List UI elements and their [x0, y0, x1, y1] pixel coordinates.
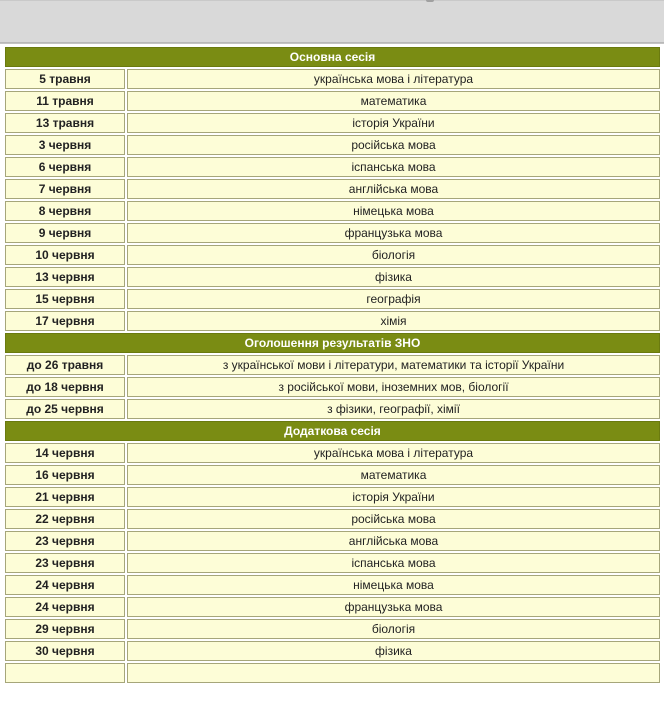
- exam-subject: французька мова: [127, 223, 660, 243]
- exam-subject: хімія: [127, 311, 660, 331]
- table-row: [5, 509, 660, 529]
- exam-date: 16 червня: [5, 465, 125, 485]
- table-row: [5, 553, 660, 573]
- exam-subject: російська мова: [127, 135, 660, 155]
- exam-date: 13 травня: [5, 113, 125, 133]
- exam-date: 9 червня: [5, 223, 125, 243]
- scroll-indicator: [426, 0, 434, 2]
- exam-subject: англійська мова: [127, 179, 660, 199]
- table-row: [5, 531, 660, 551]
- table-row: [5, 663, 660, 683]
- exam-subject: фізика: [127, 641, 660, 661]
- exam-date: 30 червня: [5, 641, 125, 661]
- results-date: до 26 травня: [5, 355, 125, 375]
- section-header-row: [5, 333, 660, 353]
- table-row: [5, 575, 660, 595]
- page-content: [0, 43, 664, 724]
- exam-date: 7 червня: [5, 179, 125, 199]
- exam-date: 17 червня: [5, 311, 125, 331]
- table-row: [5, 311, 660, 331]
- exam-date: 21 червня: [5, 487, 125, 507]
- table-row: [5, 91, 660, 111]
- table-row: [5, 377, 660, 397]
- table-row: [5, 619, 660, 639]
- exam-date: 23 червня: [5, 531, 125, 551]
- exam-date: 6 червня: [5, 157, 125, 177]
- exam-subject: німецька мова: [127, 201, 660, 221]
- section-title: Основна сесія: [5, 47, 660, 67]
- table-row: [5, 267, 660, 287]
- table-row: [5, 399, 660, 419]
- exam-subject: французька мова: [127, 597, 660, 617]
- table-row: [5, 179, 660, 199]
- exam-subject: німецька мова: [127, 575, 660, 595]
- exam-date: 22 червня: [5, 509, 125, 529]
- table-row: [5, 69, 660, 89]
- exam-subject: іспанська мова: [127, 157, 660, 177]
- exam-subject: математика: [127, 91, 660, 111]
- table-row: [5, 487, 660, 507]
- exam-subject: українська мова і література: [127, 443, 660, 463]
- exam-date: 3 червня: [5, 135, 125, 155]
- exam-date: 13 червня: [5, 267, 125, 287]
- exam-subject: математика: [127, 465, 660, 485]
- exam-date: 15 червня: [5, 289, 125, 309]
- exam-subject: англійська мова: [127, 531, 660, 551]
- section-title: Оголошення результатів ЗНО: [5, 333, 660, 353]
- table-row: [5, 641, 660, 661]
- results-date: до 25 червня: [5, 399, 125, 419]
- table-row: [5, 201, 660, 221]
- table-row: [5, 245, 660, 265]
- table-row: [5, 355, 660, 375]
- exam-subject: фізика: [127, 267, 660, 287]
- results-subjects: з російської мови, іноземних мов, біології: [127, 377, 660, 397]
- exam-date: [5, 663, 125, 683]
- exam-date: 5 травня: [5, 69, 125, 89]
- exam-date: 14 червня: [5, 443, 125, 463]
- section-header-row: [5, 47, 660, 67]
- exam-date: 24 червня: [5, 597, 125, 617]
- toolbar-highlight: [0, 0, 664, 1]
- table-row: [5, 223, 660, 243]
- exam-subject: біологія: [127, 245, 660, 265]
- results-subjects: з фізики, географії, хімії: [127, 399, 660, 419]
- section-header-row: [5, 421, 660, 441]
- table-row: [5, 597, 660, 617]
- results-subjects: з української мови і літератури, математики та історії України: [127, 355, 660, 375]
- exam-subject: географія: [127, 289, 660, 309]
- exam-schedule-table: [3, 45, 662, 685]
- exam-date: 23 червня: [5, 553, 125, 573]
- section-title: Додаткова сесія: [5, 421, 660, 441]
- exam-date: 29 червня: [5, 619, 125, 639]
- exam-date: 11 травня: [5, 91, 125, 111]
- table-row: [5, 113, 660, 133]
- exam-subject: біологія: [127, 619, 660, 639]
- browser-toolbar: [0, 0, 664, 43]
- table-row: [5, 135, 660, 155]
- table-row: [5, 443, 660, 463]
- results-date: до 18 червня: [5, 377, 125, 397]
- exam-subject: історія України: [127, 113, 660, 133]
- exam-date: 24 червня: [5, 575, 125, 595]
- table-row: [5, 465, 660, 485]
- exam-subject: російська мова: [127, 509, 660, 529]
- exam-date: 8 червня: [5, 201, 125, 221]
- exam-date: 10 червня: [5, 245, 125, 265]
- exam-subject: [127, 663, 660, 683]
- table-row: [5, 157, 660, 177]
- exam-subject: історія України: [127, 487, 660, 507]
- table-row: [5, 289, 660, 309]
- exam-subject: іспанська мова: [127, 553, 660, 573]
- exam-subject: українська мова і література: [127, 69, 660, 89]
